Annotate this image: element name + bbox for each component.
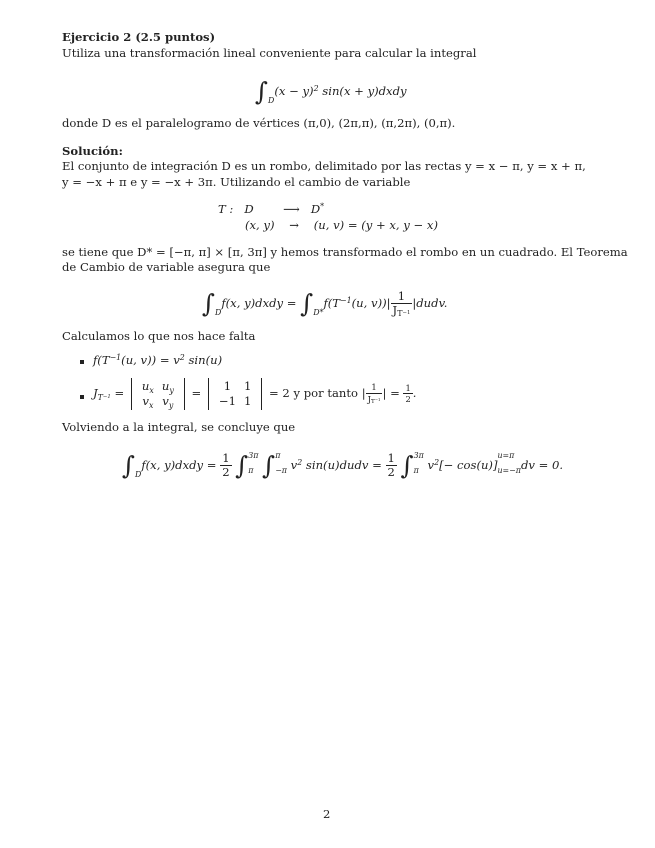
solution-line-1: El conjunto de integración D es un rombo, delimitado por las rectas y = x − π, y = x + π, <box>62 159 586 173</box>
main-integral: $\int_D(x - y)^2$ sin(x + y)dxdy <box>255 77 407 106</box>
region-description: donde D es el paralelogramo de vértices (π,0), (2π,π), (π,2π), (0,π). <box>62 116 456 130</box>
transformation-line-2: (x, y) → (u, v) = (y + x, y − x) <box>245 218 438 232</box>
transformation-line-1: T : D ⟶ D* <box>218 201 325 216</box>
bullet-1-formula: $f(T^{-1}(u$, $v)) = v^2$ sin(u) <box>93 352 223 367</box>
bullet-2-formula: $J_{T^{-1}} = u_x$ $u_y$ $v_x$ $v_y = 1$ 1 −1 1 = 2 y por tanto | $\frac{1}{JT^{-1}}$ | = $\frac{1}{2}$ . <box>93 379 417 411</box>
page-number: 2 <box>323 807 331 821</box>
change-of-variable-formula: $\int_Df(x$, y)dxdy = $\int_{D*}f(T^{-1}(u$, v))| $\frac{1}{JT^{-1}}$ |dudv. <box>202 288 448 319</box>
calc-intro: Calculamos lo que nos hace falta <box>62 329 256 343</box>
exercise-statement: Utiliza una transformación lineal conveniente para calcular la integral <box>62 46 477 60</box>
bullet-2 <box>80 395 84 399</box>
final-computation: $\int_Df(x$, y)dxdy = $\frac{1}{2}$ ∫3π π ∫π −π $v^2$ sin(u)dudv = $\frac{1}{2}$ ∫3π π $v^2[- \cos(u)]u=\pi$ u=−πdv = 0. <box>122 450 564 480</box>
solution-line-3: se tiene que D* = [−π, π] × [π, 3π] y hemos transformado el rombo en un cuadrado. El Teorema <box>62 245 628 259</box>
solution-line-4: de Cambio de variable asegura que <box>62 260 271 274</box>
solution-line-2: y = −x + π e y = −x + 3π. Utilizando el cambio de variable <box>62 175 411 189</box>
conclusion-intro: Volviendo a la integral, se concluye que <box>62 420 296 434</box>
exercise-title: Ejercicio 2 (2.5 puntos) <box>62 30 216 44</box>
solution-heading: Solución: <box>62 144 123 158</box>
y-por-tanto: y por tanto <box>293 386 359 401</box>
bullet-1 <box>80 360 84 364</box>
